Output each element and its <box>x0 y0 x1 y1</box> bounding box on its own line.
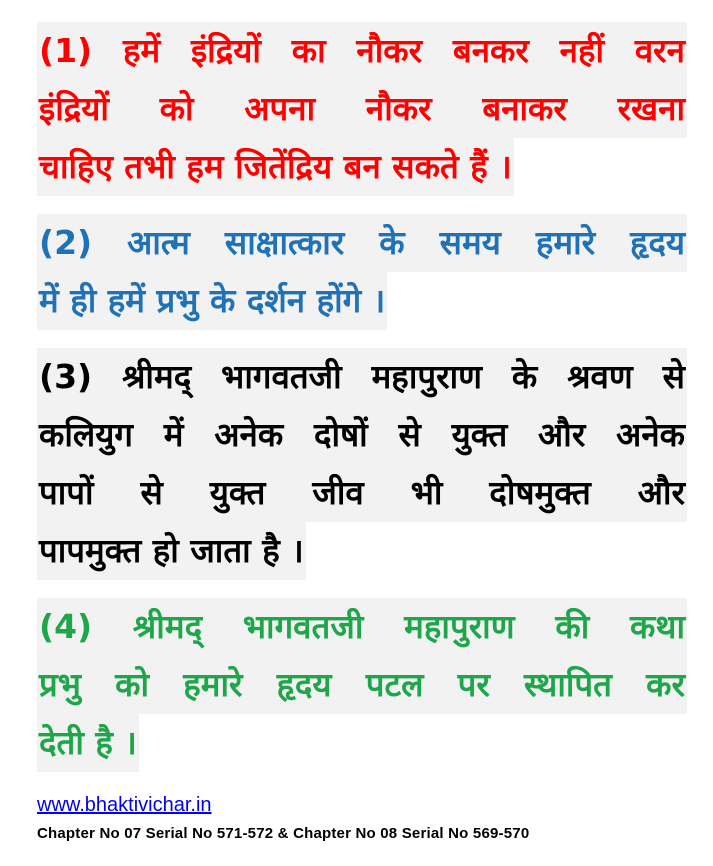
point-3-line-1 <box>37 348 687 406</box>
point-3-number: (3) <box>39 357 93 396</box>
point-4 <box>37 598 687 790</box>
point-3-line-4: पापमुक्त हो जाता है । <box>37 522 306 580</box>
point-2-line-2: में ही हमें प्रभु के दर्शन होंगे । <box>37 272 387 330</box>
point-1-line-2: इंद्रियों को अपना नौकर बनाकर रखना <box>37 80 687 138</box>
point-2 <box>37 214 687 348</box>
footer <box>37 792 697 844</box>
point-3-line-2: कलियुग में अनेक दोषों से युक्त और अनेक <box>37 406 687 464</box>
point-4-line-3: देती है । <box>37 714 139 772</box>
point-2-number: (2) <box>39 223 93 262</box>
point-1-line-1 <box>37 22 687 80</box>
point-3-line-3: पापों से युक्त जीव भी दोषमुक्त और <box>37 464 687 522</box>
website-link[interactable]: www.bhaktivichar.in <box>37 794 212 816</box>
point-1-text-1: हमें इंद्रियों का नौकर बनकर नहीं वरन <box>122 31 685 70</box>
quote-content <box>37 22 687 790</box>
point-1 <box>37 22 687 214</box>
point-4-line-1 <box>37 598 687 656</box>
point-4-text-1: श्रीमद् भागवतजी महापुराण की कथा <box>132 607 685 646</box>
point-1-line-3: चाहिए तभी हम जितेंद्रिय बन सकते हैं । <box>37 138 514 196</box>
point-4-line-2: प्रभु को हमारे हृदय पटल पर स्थापित कर <box>37 656 687 714</box>
chapter-reference: Chapter No 07 Serial No 571-572 & Chapter No 08 Serial No 569-570 <box>37 825 530 842</box>
point-3 <box>37 348 687 598</box>
point-2-line-1 <box>37 214 687 272</box>
point-2-text-1: आत्म साक्षात्कार के समय हमारे हृदय <box>127 223 685 262</box>
point-1-number: (1) <box>39 31 93 70</box>
point-3-text-1: श्रीमद् भागवतजी महापुराण के श्रवण से <box>122 357 685 396</box>
point-4-number: (4) <box>39 607 93 646</box>
